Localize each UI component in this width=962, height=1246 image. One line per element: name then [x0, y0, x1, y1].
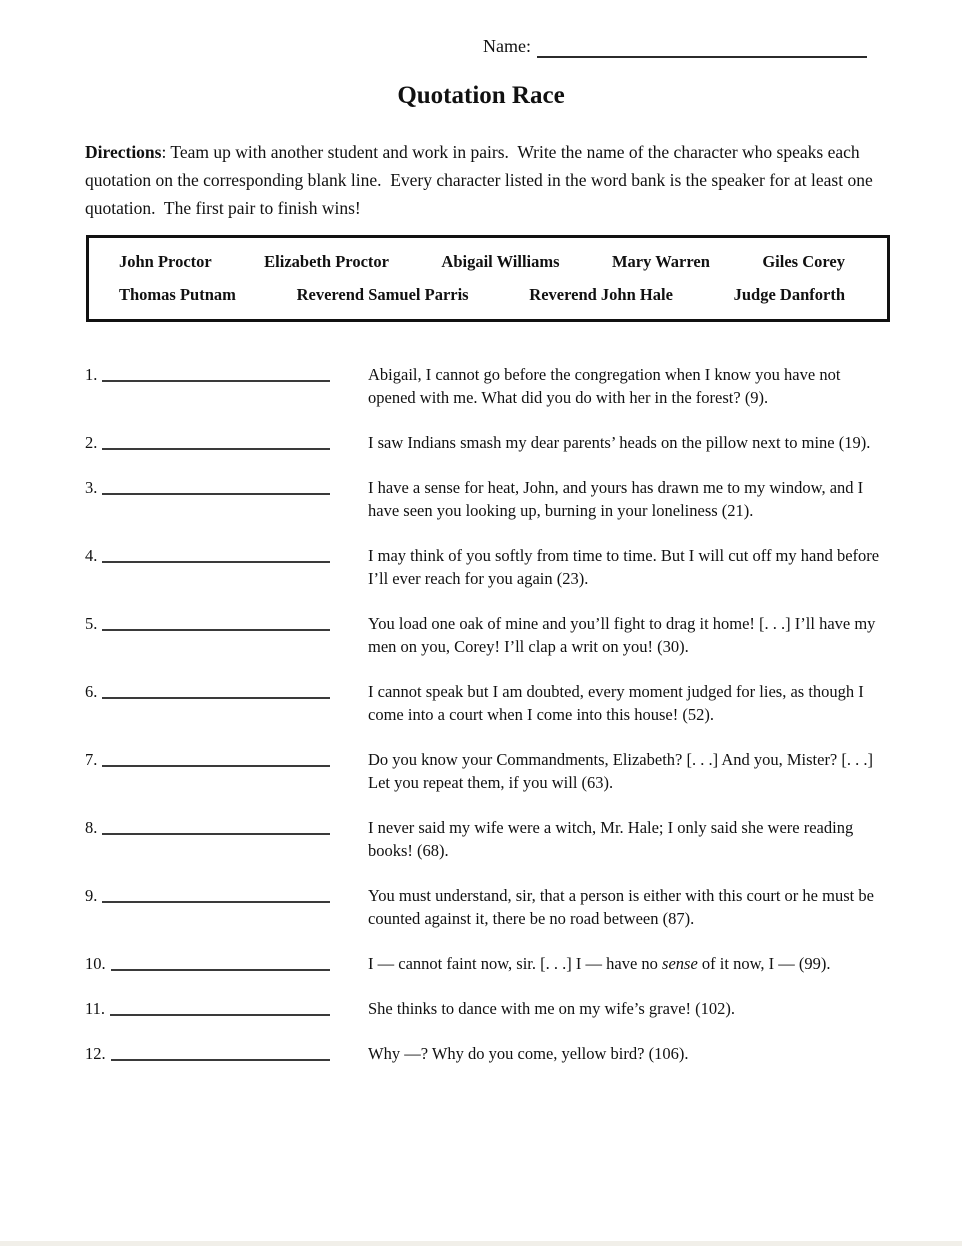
quotation-row	[85, 363, 880, 409]
answer-blank[interactable]	[102, 431, 330, 450]
answer-blank[interactable]	[102, 363, 330, 382]
item-number: 7.	[85, 750, 98, 769]
wordbank-name: Abigail Williams	[441, 252, 560, 272]
quotation-row	[85, 884, 880, 930]
answer-blank[interactable]	[102, 680, 330, 699]
item-number: 11.	[85, 999, 106, 1018]
word-bank-row-1	[119, 252, 845, 272]
wordbank-name: Mary Warren	[611, 252, 710, 272]
item-number: 6.	[85, 682, 98, 701]
directions-paragraph	[85, 138, 880, 222]
number-column	[85, 1042, 330, 1065]
answer-blank[interactable]	[102, 748, 330, 767]
item-number: 8.	[85, 818, 98, 837]
item-number: 12.	[85, 1044, 106, 1063]
quote-text-after: of it now, I — (99).	[697, 954, 831, 973]
number-column	[85, 612, 330, 635]
answer-blank[interactable]	[102, 816, 330, 835]
wordbank-name: Reverend Samuel Parris	[296, 284, 469, 304]
quotation-row	[85, 431, 880, 454]
wordbank-name: Thomas Putnam	[119, 284, 236, 304]
quotation-row	[85, 612, 880, 658]
quote-text: Do you know your Commandments, Elizabeth? [. . .] And you, Mister? [. . .] Let you repeat them, if you will (63).	[368, 750, 878, 792]
quote-text: I cannot speak but I am doubted, every moment judged for lies, as though I come into a court when I come into this house! (52).	[368, 682, 868, 724]
number-column	[85, 363, 330, 386]
answer-blank[interactable]	[102, 612, 330, 631]
page-title: Quotation Race	[397, 82, 565, 109]
quotation-row	[85, 1042, 880, 1065]
name-label: Name:	[483, 36, 531, 56]
number-column	[85, 544, 330, 567]
name-row	[483, 34, 867, 58]
quote-text	[368, 952, 880, 975]
quotation-row	[85, 816, 880, 862]
answer-blank[interactable]	[102, 544, 330, 563]
answer-blank[interactable]	[111, 952, 330, 971]
number-column	[85, 816, 330, 839]
word-bank-row-2	[119, 285, 845, 305]
number-column	[85, 952, 330, 975]
item-number: 2.	[85, 433, 98, 452]
number-column	[85, 431, 330, 454]
quote-text-before: I — cannot faint now, sir. [. . .] I — have no	[368, 954, 663, 973]
directions-text: : Team up with another student and work in pairs. Write the name of the character who speaks each quotation on the corresponding blank line. Every character listed in the word bank is the speaker for at least one quotation. The first pair to finish wins!	[85, 142, 878, 218]
quote-text: Why —? Why do you come, yellow bird? (106).	[368, 1044, 689, 1063]
quotation-row	[85, 544, 884, 590]
quotation-row	[85, 952, 880, 975]
quotation-row	[85, 680, 880, 726]
number-column	[85, 997, 330, 1020]
number-column	[85, 884, 330, 907]
quote-text: Abigail, I cannot go before the congregation when I know you have not opened with me. What did you do with her in the forest? (9).	[368, 365, 845, 407]
directions-label: Directions	[85, 142, 162, 162]
quotation-row	[85, 748, 880, 794]
quote-text: She thinks to dance with me on my wife’s grave! (102).	[368, 999, 736, 1018]
item-number: 1.	[85, 365, 98, 384]
wordbank-name: Giles Corey	[762, 252, 845, 272]
item-number: 10.	[85, 954, 106, 973]
quote-text-italic: sense	[662, 954, 698, 973]
answer-blank[interactable]	[102, 884, 330, 903]
answer-blank[interactable]	[111, 1042, 330, 1061]
quote-text: I may think of you softly from time to time. But I will cut off my hand before I’ll ever reach for you again (23).	[368, 546, 884, 588]
word-bank-box	[86, 235, 890, 322]
quote-text: I have a sense for heat, John, and yours has drawn me to my window, and I have seen you looking up, burning in your loneliness (21).	[368, 478, 868, 520]
answer-blank[interactable]	[110, 997, 330, 1016]
item-number: 4.	[85, 546, 98, 565]
item-number: 3.	[85, 478, 98, 497]
page-bottom-edge	[0, 1241, 962, 1246]
number-column	[85, 748, 330, 771]
number-column	[85, 476, 330, 499]
wordbank-name: Elizabeth Proctor	[264, 252, 389, 272]
quote-text: I saw Indians smash my dear parents’ heads on the pillow next to mine (19).	[368, 433, 871, 452]
quotation-row	[85, 997, 880, 1020]
quotation-row	[85, 476, 880, 522]
name-blank-line[interactable]	[537, 36, 867, 58]
quote-text: You load one oak of mine and you’ll fight to drag it home! [. . .] I’ll have my men on you, Corey! I’ll clap a writ on you! (30).	[368, 614, 880, 656]
item-number: 9.	[85, 886, 98, 905]
quote-text: You must understand, sir, that a person is either with this court or he must be counted against it, there be no road between (87).	[368, 886, 879, 928]
quotation-list	[85, 363, 884, 1065]
wordbank-name: Reverend John Hale	[529, 284, 673, 304]
number-column	[85, 680, 330, 703]
wordbank-name: Judge Danforth	[733, 284, 845, 304]
wordbank-name: John Proctor	[119, 252, 212, 272]
quote-text: I never said my wife were a witch, Mr. Hale; I only said she were reading books! (68).	[368, 818, 858, 860]
item-number: 5.	[85, 614, 98, 633]
answer-blank[interactable]	[102, 476, 330, 495]
